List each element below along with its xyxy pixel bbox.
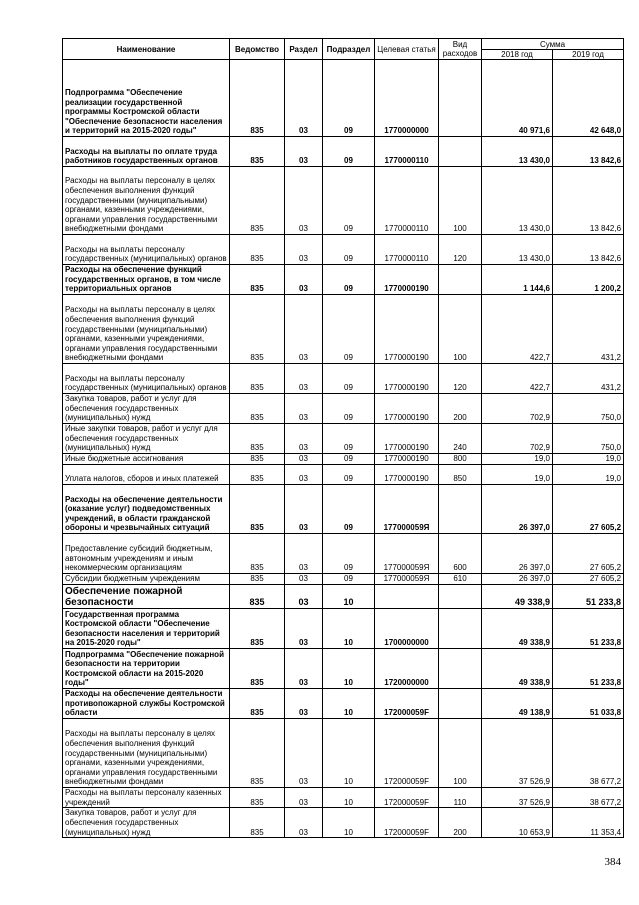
- row-ved: 835: [230, 424, 285, 454]
- row-razdel: 03: [285, 235, 323, 265]
- table-row: [63, 265, 624, 295]
- row-vid: [439, 265, 482, 295]
- row-sum-2018: 422,7: [482, 364, 553, 394]
- row-sum-2018: 49 138,9: [482, 689, 553, 719]
- row-sum-2018: 13 430,0: [482, 235, 553, 265]
- header-ved: Ведомство: [230, 39, 285, 60]
- row-ved: 835: [230, 485, 285, 534]
- row-podrazdel: 09: [323, 167, 375, 235]
- row-razdel: 03: [285, 454, 323, 465]
- table-row: [63, 394, 624, 424]
- row-ved: 835: [230, 534, 285, 574]
- row-celevaya: 1770000110: [375, 167, 439, 235]
- row-sum-2018: 26 397,0: [482, 574, 553, 585]
- row-sum-2018: 37 526,9: [482, 719, 553, 788]
- table-row: [63, 808, 624, 838]
- row-sum-2019: 27 605,2: [553, 574, 624, 585]
- row-name: Закупка товаров, работ и услуг для обеспечения государственных (муниципальных) нужд: [63, 394, 230, 424]
- row-name: Обеспечение пожарной безопасности: [63, 585, 230, 609]
- row-podrazdel: 09: [323, 235, 375, 265]
- row-podrazdel: 10: [323, 788, 375, 808]
- table-body: [63, 60, 624, 838]
- row-podrazdel: 09: [323, 534, 375, 574]
- row-sum-2019: 13 842,6: [553, 137, 624, 167]
- row-sum-2018: 26 397,0: [482, 534, 553, 574]
- row-name: Расходы на выплаты персоналу в целях обеспечения выполнения функций государственными (муниципальными) органами, казенными учреждениями, органами управления государственными внебюджетными фондами: [63, 295, 230, 364]
- row-sum-2018: 26 397,0: [482, 485, 553, 534]
- header-podrazdel: Подраздел: [323, 39, 375, 60]
- table-row: [63, 424, 624, 454]
- table-row: [63, 295, 624, 364]
- row-podrazdel: 09: [323, 364, 375, 394]
- row-celevaya: 1770000000: [375, 60, 439, 137]
- row-razdel: 03: [285, 364, 323, 394]
- row-name: Уплата налогов, сборов и иных платежей: [63, 465, 230, 485]
- row-ved: 835: [230, 454, 285, 465]
- row-celevaya: 177000059Я: [375, 574, 439, 585]
- row-razdel: 03: [285, 585, 323, 609]
- row-vid: [439, 60, 482, 137]
- row-razdel: 03: [285, 719, 323, 788]
- table-row: [63, 585, 624, 609]
- row-ved: 835: [230, 719, 285, 788]
- row-podrazdel: 10: [323, 808, 375, 838]
- row-sum-2019: 19,0: [553, 465, 624, 485]
- row-celevaya: 1770000190: [375, 424, 439, 454]
- row-name: Субсидии бюджетным учреждениям: [63, 574, 230, 585]
- row-sum-2019: 750,0: [553, 394, 624, 424]
- row-razdel: 03: [285, 574, 323, 585]
- row-ved: 835: [230, 295, 285, 364]
- header-celevaya: Целевая статья: [375, 39, 439, 60]
- row-vid: 120: [439, 364, 482, 394]
- row-vid: [439, 137, 482, 167]
- row-podrazdel: 09: [323, 394, 375, 424]
- row-name: Расходы на выплаты персоналу казенных учреждений: [63, 788, 230, 808]
- row-razdel: 03: [285, 60, 323, 137]
- row-podrazdel: 09: [323, 574, 375, 585]
- table-row: [63, 788, 624, 808]
- row-vid: 800: [439, 454, 482, 465]
- table-row: [63, 719, 624, 788]
- row-celevaya: 1770000110: [375, 235, 439, 265]
- row-sum-2019: 38 677,2: [553, 719, 624, 788]
- row-ved: 835: [230, 689, 285, 719]
- row-name: Государственная программа Костромской области "Обеспечение безопасности населения и территорий на 2015-2020 годы": [63, 609, 230, 649]
- row-podrazdel: 09: [323, 465, 375, 485]
- row-celevaya: 172000059F: [375, 689, 439, 719]
- row-sum-2018: 40 971,6: [482, 60, 553, 137]
- row-podrazdel: 09: [323, 137, 375, 167]
- row-name: Расходы на выплаты персоналу государственных (муниципальных) органов: [63, 235, 230, 265]
- row-razdel: 03: [285, 534, 323, 574]
- budget-table: [62, 38, 624, 838]
- row-name: Расходы на обеспечение деятельности противопожарной службы Костромской области: [63, 689, 230, 719]
- row-name: Подпрограмма "Обеспечение реализации государственной программы Костромской области "Обеспечение безопасности населения и территорий на 2015-2020 годы": [63, 60, 230, 137]
- row-sum-2019: 13 842,6: [553, 235, 624, 265]
- row-sum-2018: 702,9: [482, 424, 553, 454]
- table-row: [63, 137, 624, 167]
- row-sum-2018: 1 144,6: [482, 265, 553, 295]
- row-name: Закупка товаров, работ и услуг для обеспечения государственных (муниципальных) нужд: [63, 808, 230, 838]
- row-razdel: 03: [285, 424, 323, 454]
- row-ved: 835: [230, 364, 285, 394]
- row-razdel: 03: [285, 265, 323, 295]
- row-sum-2018: 49 338,9: [482, 609, 553, 649]
- row-ved: 835: [230, 465, 285, 485]
- row-ved: 835: [230, 265, 285, 295]
- row-celevaya: 1770000190: [375, 265, 439, 295]
- row-sum-2019: 11 353,4: [553, 808, 624, 838]
- row-vid: 610: [439, 574, 482, 585]
- page-number: 384: [604, 856, 621, 868]
- row-sum-2019: 19,0: [553, 454, 624, 465]
- row-name: Подпрограмма "Обеспечение пожарной безопасности на территории Костромской области на 2015-2020 годы": [63, 649, 230, 689]
- row-sum-2019: 431,2: [553, 295, 624, 364]
- row-celevaya: 1770000190: [375, 454, 439, 465]
- table-row: [63, 534, 624, 574]
- row-razdel: 03: [285, 649, 323, 689]
- row-name: Расходы на обеспечение функций государственных органов, в том числе территориальных органов: [63, 265, 230, 295]
- header-name: Наименование: [63, 39, 230, 60]
- row-vid: [439, 609, 482, 649]
- header-2019: 2019 год: [553, 50, 624, 60]
- row-razdel: 03: [285, 465, 323, 485]
- row-celevaya: 1770000190: [375, 295, 439, 364]
- row-sum-2018: 19,0: [482, 454, 553, 465]
- row-sum-2018: 422,7: [482, 295, 553, 364]
- row-sum-2018: 10 653,9: [482, 808, 553, 838]
- row-name: Иные бюджетные ассигнования: [63, 454, 230, 465]
- row-podrazdel: 10: [323, 649, 375, 689]
- table-row: [63, 235, 624, 265]
- row-vid: 240: [439, 424, 482, 454]
- header-2018: 2018 год: [482, 50, 553, 60]
- row-celevaya: [375, 585, 439, 609]
- row-sum-2019: 51 233,8: [553, 585, 624, 609]
- row-razdel: 03: [285, 808, 323, 838]
- row-ved: 835: [230, 60, 285, 137]
- row-sum-2018: 37 526,9: [482, 788, 553, 808]
- row-vid: 850: [439, 465, 482, 485]
- row-name: Расходы на выплаты персоналу в целях обеспечения выполнения функций государственными (муниципальными) органами, казенными учреждениями, органами управления государственными внебюджетными фондами: [63, 167, 230, 235]
- row-celevaya: 172000059F: [375, 719, 439, 788]
- row-sum-2019: 750,0: [553, 424, 624, 454]
- row-vid: 120: [439, 235, 482, 265]
- row-vid: 100: [439, 719, 482, 788]
- row-vid: 110: [439, 788, 482, 808]
- row-ved: 835: [230, 394, 285, 424]
- row-vid: 100: [439, 295, 482, 364]
- row-ved: 835: [230, 585, 285, 609]
- header-vid: Вид расходов: [439, 39, 482, 60]
- table-row: [63, 689, 624, 719]
- row-razdel: 03: [285, 295, 323, 364]
- row-name: Расходы на выплаты по оплате труда работников государственных органов: [63, 137, 230, 167]
- row-razdel: 03: [285, 788, 323, 808]
- row-podrazdel: 09: [323, 60, 375, 137]
- row-podrazdel: 09: [323, 424, 375, 454]
- row-razdel: 03: [285, 609, 323, 649]
- row-celevaya: 1770000190: [375, 364, 439, 394]
- row-ved: 835: [230, 609, 285, 649]
- row-vid: [439, 585, 482, 609]
- row-podrazdel: 10: [323, 689, 375, 719]
- table-row: [63, 364, 624, 394]
- row-celevaya: 1770000190: [375, 394, 439, 424]
- row-celevaya: 172000059F: [375, 788, 439, 808]
- row-sum-2019: 42 648,0: [553, 60, 624, 137]
- row-sum-2019: 27 605,2: [553, 534, 624, 574]
- table-row: [63, 649, 624, 689]
- row-sum-2018: 19,0: [482, 465, 553, 485]
- table-row: [63, 609, 624, 649]
- row-vid: [439, 649, 482, 689]
- row-sum-2018: 13 430,0: [482, 137, 553, 167]
- row-ved: 835: [230, 788, 285, 808]
- row-sum-2018: 49 338,9: [482, 585, 553, 609]
- row-vid: 200: [439, 808, 482, 838]
- table-row: [63, 574, 624, 585]
- row-sum-2019: 38 677,2: [553, 788, 624, 808]
- row-name: Расходы на выплаты персоналу в целях обеспечения выполнения функций государственными (муниципальными) органами, казенными учреждениями, органами управления государственными внебюджетными фондами: [63, 719, 230, 788]
- row-ved: 835: [230, 235, 285, 265]
- row-sum-2018: 702,9: [482, 394, 553, 424]
- row-podrazdel: 10: [323, 585, 375, 609]
- row-vid: 200: [439, 394, 482, 424]
- row-celevaya: 1770000110: [375, 137, 439, 167]
- row-celevaya: 1700000000: [375, 609, 439, 649]
- row-podrazdel: 09: [323, 485, 375, 534]
- row-celevaya: 1770000190: [375, 465, 439, 485]
- row-name: Расходы на выплаты персоналу государственных (муниципальных) органов: [63, 364, 230, 394]
- row-ved: 835: [230, 649, 285, 689]
- table-row: [63, 60, 624, 137]
- row-podrazdel: 10: [323, 719, 375, 788]
- header-summa: Сумма: [482, 39, 624, 50]
- row-podrazdel: 10: [323, 609, 375, 649]
- row-podrazdel: 09: [323, 454, 375, 465]
- table-row: [63, 485, 624, 534]
- table-row: [63, 454, 624, 465]
- row-name: Иные закупки товаров, работ и услуг для обеспечения государственных (муниципальных) нужд: [63, 424, 230, 454]
- row-sum-2019: 1 200,2: [553, 265, 624, 295]
- row-name: Предоставление субсидий бюджетным, автономным учреждениям и иным некоммерческим организациям: [63, 534, 230, 574]
- row-ved: 835: [230, 167, 285, 235]
- row-sum-2019: 431,2: [553, 364, 624, 394]
- row-name: Расходы на обеспечение деятельности (оказание услуг) подведомственных учреждений, в области гражданской обороны и чрезвычайных ситуаций: [63, 485, 230, 534]
- row-celevaya: 1720000000: [375, 649, 439, 689]
- row-razdel: 03: [285, 394, 323, 424]
- row-celevaya: 177000059Я: [375, 485, 439, 534]
- row-sum-2019: 13 842,6: [553, 167, 624, 235]
- row-razdel: 03: [285, 137, 323, 167]
- row-ved: 835: [230, 808, 285, 838]
- row-ved: 835: [230, 574, 285, 585]
- row-sum-2019: 51 033,8: [553, 689, 624, 719]
- row-razdel: 03: [285, 167, 323, 235]
- row-vid: [439, 689, 482, 719]
- row-celevaya: 177000059Я: [375, 534, 439, 574]
- table-row: [63, 167, 624, 235]
- row-vid: 600: [439, 534, 482, 574]
- row-podrazdel: 09: [323, 265, 375, 295]
- row-razdel: 03: [285, 485, 323, 534]
- row-razdel: 03: [285, 689, 323, 719]
- row-celevaya: 172000059F: [375, 808, 439, 838]
- row-podrazdel: 09: [323, 295, 375, 364]
- row-vid: [439, 485, 482, 534]
- table-row: [63, 465, 624, 485]
- row-vid: 100: [439, 167, 482, 235]
- row-sum-2019: 51 233,8: [553, 649, 624, 689]
- row-sum-2018: 13 430,0: [482, 167, 553, 235]
- row-ved: 835: [230, 137, 285, 167]
- row-sum-2019: 51 233,8: [553, 609, 624, 649]
- header-razdel: Раздел: [285, 39, 323, 60]
- row-sum-2019: 27 605,2: [553, 485, 624, 534]
- row-sum-2018: 49 338,9: [482, 649, 553, 689]
